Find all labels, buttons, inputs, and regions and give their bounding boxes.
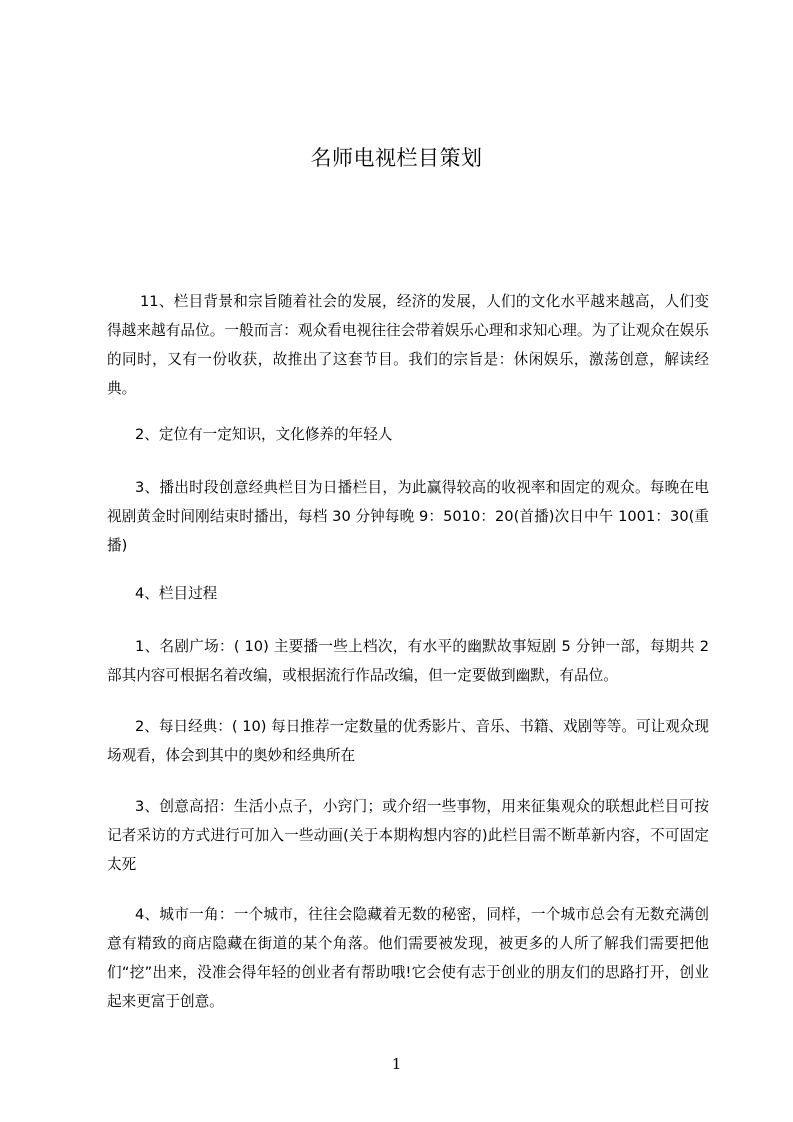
document-title: 名师电视栏目策划 (310, 146, 483, 170)
paragraph-program-process: 4、栏目过程 (135, 585, 218, 602)
paragraph-daily-classic: 2、每日经典：( 10) 每日推荐一定数量的优秀影片、音乐、书籍、戏剧等等。可让观众现场观看，体会到其中的奥妙和经典所在 (107, 718, 709, 764)
paragraph-drama-square: 1、名剧广场：( 10) 主要播一些上档次，有水平的幽默故事短剧 5 分钟一部，每期共 2 部其内容可根据名着改编，或根据流行作品改编，但一定要做到幽默，有品位。 (107, 638, 709, 684)
paragraph-creative-tips: 3、创意高招：生活小点子，小窍门；或介绍一些事物，用来征集观众的联想此栏目可按记者采访的方式进行可加入一些动画(关于本期构想内容的)此栏目需不断革新内容，不可固定太死 (107, 798, 709, 873)
paragraph-broadcast-time: 3、播出时段创意经典栏目为日播栏目，为此赢得较高的收视率和固定的观众。每晚在电视剧黄金时间刚结束时播出，每档 30 分钟每晚 9：5010：20(首播)次日中午 1001：30(重播) (107, 479, 709, 554)
paragraph-positioning: 2、定位有一定知识，文化修养的年轻人 (135, 426, 393, 443)
page-number: 1 (391, 1055, 402, 1073)
paragraph-city-corner: 4、城市一角：一个城市，往往会隐藏着无数的秘密，同样，一个城市总会有无数充满创意有精致的商店隐藏在街道的某个角落。他们需要被发现，被更多的人所了解我们需要把他们“挖”出来，没准会得年轻的创业者有帮助哦!它会使有志于创业的朋友们的思路打开，创业起来更富于创意。 (107, 906, 709, 1010)
paragraph-background-purpose: 11、栏目背景和宗旨随着社会的发展，经济的发展，人们的文化水平越来越高，人们变得越来越有品位。一般而言：观众看电视往往会带着娱乐心理和求知心理。为了让观众在娱乐的同时，又有一份收获，故推出了这套节目。我们的宗旨是：休闲娱乐，激荡创意，解读经典。 (107, 293, 709, 397)
